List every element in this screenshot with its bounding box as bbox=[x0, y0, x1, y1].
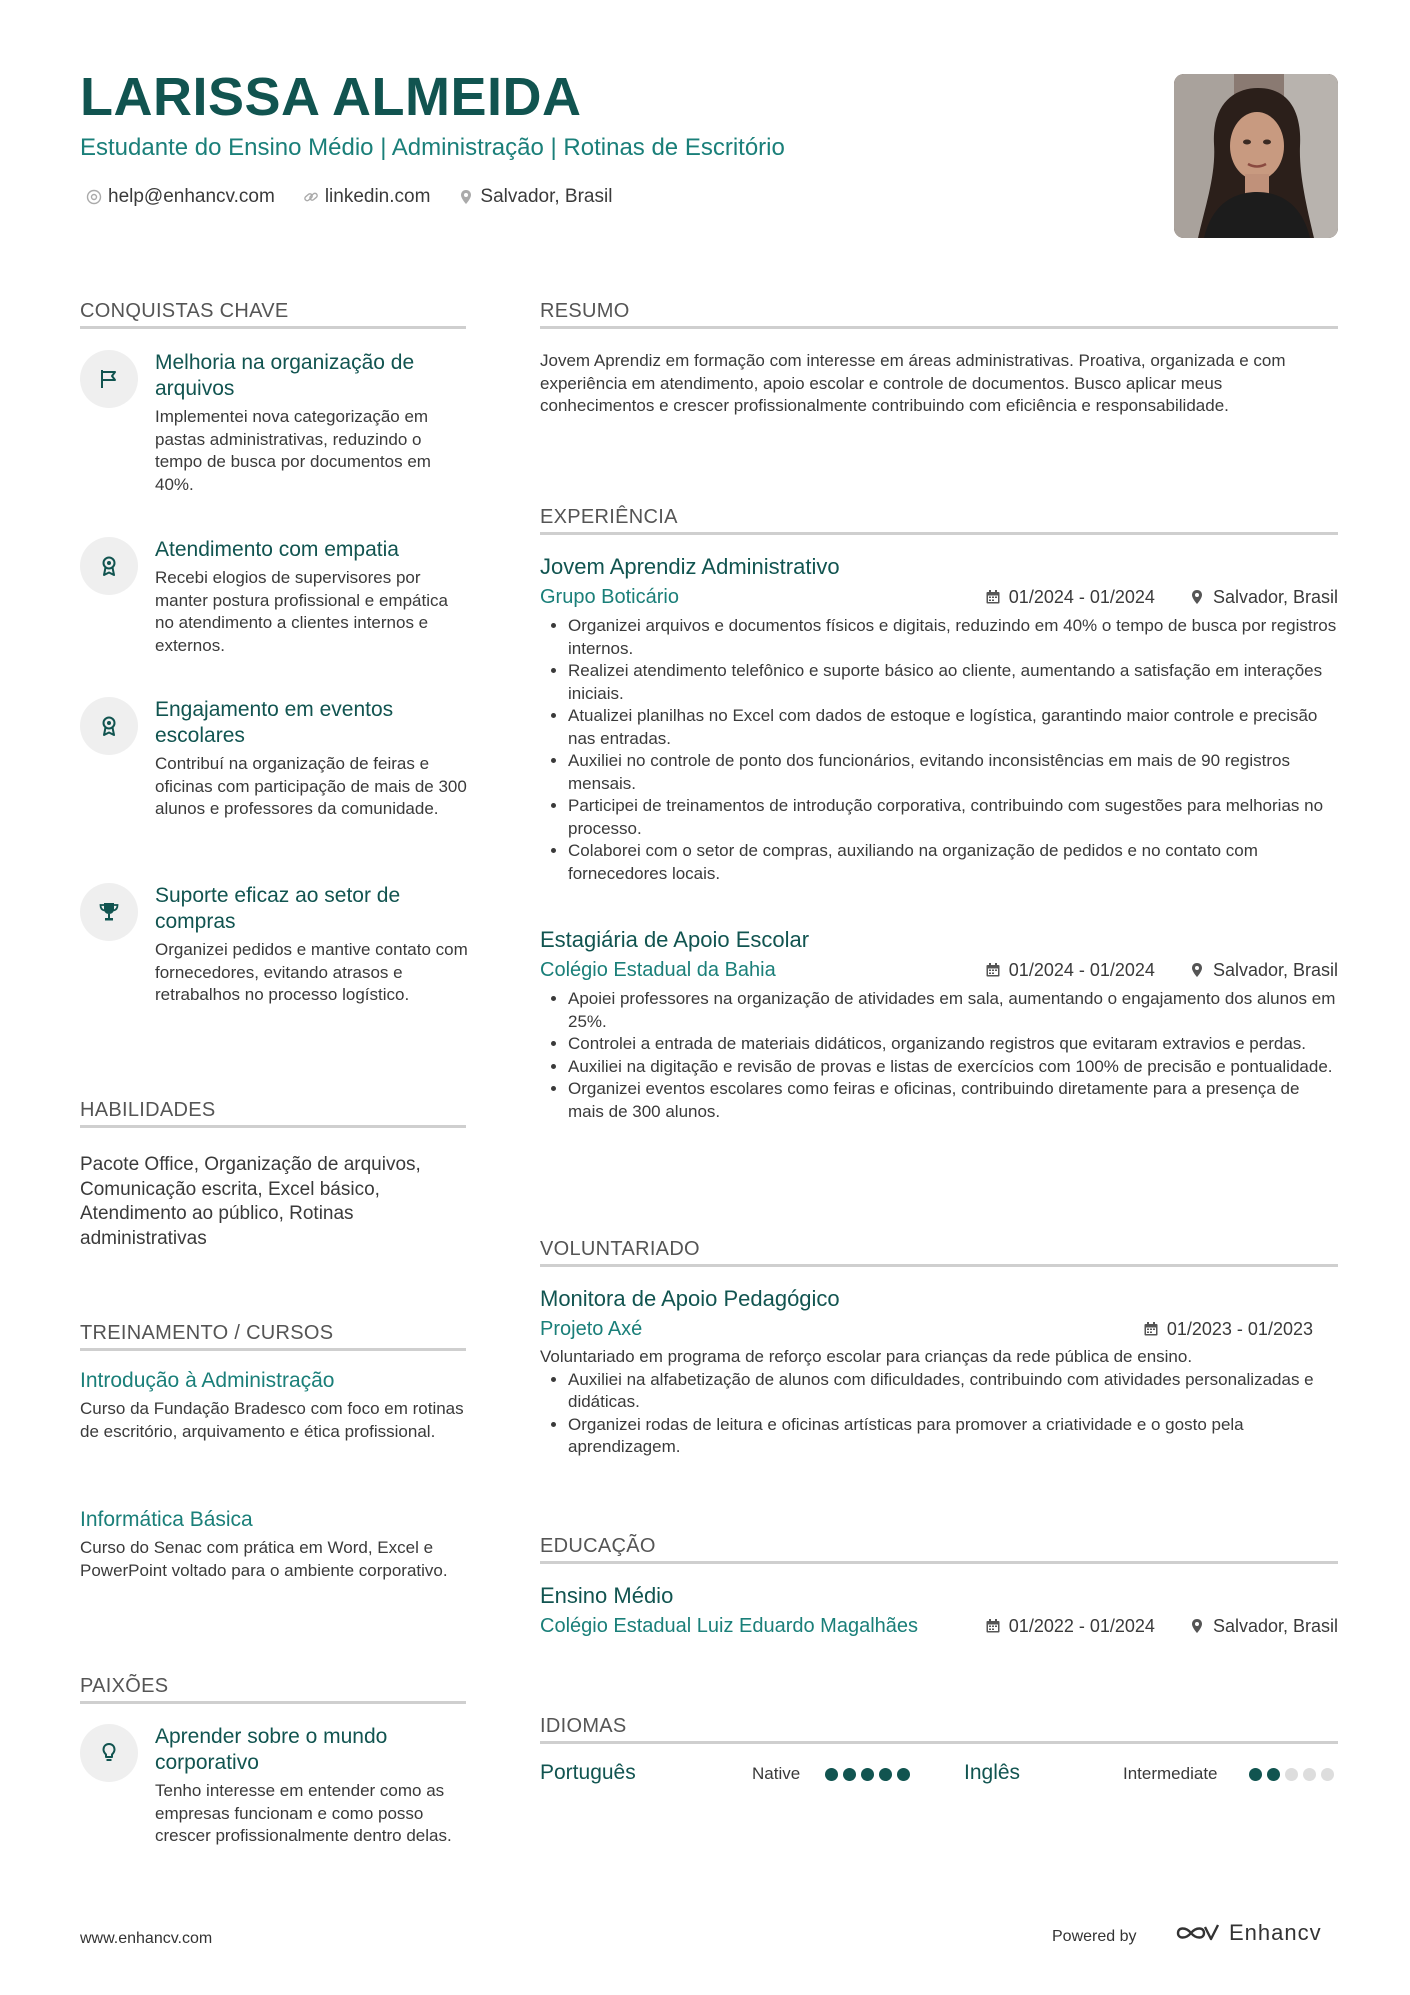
achievement-title: Melhoria na organização de arquivos bbox=[155, 351, 415, 400]
language-name: Português bbox=[540, 1761, 636, 1784]
achievement-title: Engajamento em eventos escolares bbox=[155, 698, 394, 747]
section-title-experience: EXPERIÊNCIA bbox=[540, 506, 678, 528]
job-dates: 01/2024 - 01/2024 bbox=[1008, 587, 1155, 607]
bullet-item: • Atualizei planilhas no Excel com dados de estoque e logística, garantindo maior controle e precisão nas entradas. bbox=[568, 705, 1338, 750]
education-meta bbox=[985, 1614, 1338, 1638]
enhancv-logo-icon bbox=[1175, 1922, 1221, 1944]
location-pin-icon bbox=[1189, 962, 1205, 978]
course-item bbox=[80, 1368, 466, 1443]
skills-list: Pacote Office, Organização de arquivos, Comunicação escrita, Excel básico, Atendimento ao público, Rotinas administrativas bbox=[80, 1154, 421, 1249]
job-title: Estagiária de Apoio Escolar bbox=[540, 927, 810, 952]
candidate-name: LARISSA ALMEIDA bbox=[80, 67, 582, 127]
section-divider bbox=[540, 1264, 1338, 1267]
volunteer-role: Monitora de Apoio Pedagógico bbox=[540, 1286, 840, 1311]
course-title: Informática Básica bbox=[80, 1508, 253, 1531]
award-ribbon-icon bbox=[97, 714, 121, 738]
bullet-item: • Controlei a entrada de materiais didáticos, organizando registros que evitaram extravios e perdas. bbox=[568, 1033, 1338, 1056]
job-entry bbox=[540, 553, 1338, 885]
section-divider bbox=[540, 1741, 1338, 1744]
headline: Estudante do Ensino Médio | Administração | Rotinas de Escritório bbox=[80, 134, 785, 161]
trophy-icon bbox=[97, 900, 121, 924]
bullet-item: • Auxiliei na digitação e revisão de provas e listas de exercícios com 100% de precisão e pontualidade. bbox=[568, 1056, 1338, 1079]
flag-icon bbox=[97, 367, 121, 391]
bullet-item: • Realizei atendimento telefônico e suporte básico ao cliente, aumentando a satisfação em interações iniciais. bbox=[568, 660, 1338, 705]
job-dates: 01/2024 - 01/2024 bbox=[1008, 960, 1155, 980]
contact-bar bbox=[86, 184, 612, 210]
footer-brand-name: Enhancv bbox=[1229, 1920, 1322, 1945]
section-title-education: EDUCAÇÃO bbox=[540, 1535, 656, 1557]
volunteer-bullets bbox=[540, 1369, 1338, 1459]
award-ribbon-icon bbox=[97, 554, 121, 578]
section-divider bbox=[540, 1561, 1338, 1564]
course-item bbox=[80, 1507, 466, 1582]
achievement-description: Recebi elogios de supervisores por manter postura profissional e empática no atendimento a clientes internos e externos. bbox=[155, 568, 448, 655]
section-title-skills: HABILIDADES bbox=[80, 1099, 216, 1121]
course-description: Curso da Fundação Bradesco com foco em rotinas de escritório, arquivamento e ética profissional. bbox=[80, 1399, 464, 1441]
education-entry bbox=[540, 1582, 1338, 1642]
bullet-item: • Organizei rodas de leitura e oficinas artísticas para promover a criatividade e o gosto pela aprendizagem. bbox=[568, 1414, 1338, 1459]
job-entry bbox=[540, 926, 1338, 1123]
achievement-title: Atendimento com empatia bbox=[155, 538, 399, 561]
job-location: Salvador, Brasil bbox=[1212, 587, 1338, 607]
language-name: Inglês bbox=[964, 1761, 1021, 1784]
section-divider bbox=[80, 326, 466, 329]
summary-text: Jovem Aprendiz em formação com interesse em áreas administrativas. Proativa, organizada e com experiência em atendimento, apoio escolar e controle de documentos. Busco aplicar meus conhecimentos e crescer profissionalmente contribuindo com eficiência e responsabilidade. bbox=[540, 351, 1286, 415]
section-divider bbox=[80, 1125, 466, 1128]
bullet-item: • Auxiliei na alfabetização de alunos com dificuldades, contribuindo com atividades personalizadas e didáticas. bbox=[568, 1369, 1338, 1414]
job-meta bbox=[985, 585, 1338, 609]
volunteer-description: Voluntariado em programa de reforço escolar para crianças da rede pública de ensino. bbox=[540, 1347, 1193, 1366]
calendar-icon bbox=[985, 962, 1001, 978]
proficiency-dot bbox=[825, 1768, 838, 1781]
proficiency-dot bbox=[1303, 1768, 1316, 1781]
calendar-icon bbox=[985, 589, 1001, 605]
contact-location bbox=[458, 184, 612, 210]
language-proficiency-dots bbox=[1249, 1768, 1334, 1781]
contact-email[interactable] bbox=[86, 184, 275, 210]
bullet-item: • Organizei eventos escolares como feiras e oficinas, contribuindo diretamente para a presença de mais de 300 alunos. bbox=[568, 1078, 1338, 1123]
link-icon bbox=[303, 189, 319, 205]
calendar-icon bbox=[985, 1618, 1001, 1634]
section-title-languages: IDIOMAS bbox=[540, 1715, 627, 1737]
language-proficiency-dots bbox=[825, 1768, 910, 1781]
achievement-description: Organizei pedidos e mantive contato com fornecedores, evitando atrasos e retrabalhos no processo logístico. bbox=[155, 940, 468, 1004]
bullet-item: • Auxiliei no controle de ponto dos funcionários, evitando inconsistências em mais de 90 registros mensais. bbox=[568, 750, 1338, 795]
section-divider bbox=[80, 1701, 466, 1704]
location-pin-icon bbox=[1189, 1618, 1205, 1634]
job-meta bbox=[985, 958, 1338, 982]
footer-brand-logo[interactable] bbox=[1175, 1920, 1322, 1946]
section-title-passions: PAIXÕES bbox=[80, 1675, 169, 1697]
course-title: Introdução à Administração bbox=[80, 1369, 335, 1392]
section-divider bbox=[80, 1348, 466, 1351]
job-bullets bbox=[540, 615, 1338, 885]
proficiency-dot bbox=[861, 1768, 874, 1781]
proficiency-dot bbox=[1321, 1768, 1334, 1781]
section-divider bbox=[540, 532, 1338, 535]
proficiency-dot bbox=[843, 1768, 856, 1781]
location-pin-icon bbox=[458, 189, 474, 205]
proficiency-dot bbox=[1249, 1768, 1262, 1781]
education-dates: 01/2022 - 01/2024 bbox=[1008, 1616, 1155, 1636]
bullet-item: • Participei de treinamentos de introdução corporativa, contribuindo com sugestões para melhorias no processo. bbox=[568, 795, 1338, 840]
proficiency-dot bbox=[1267, 1768, 1280, 1781]
contact-linkedin-text: linkedin.com bbox=[324, 186, 431, 207]
language-level: Native bbox=[752, 1764, 801, 1783]
education-school: Colégio Estadual Luiz Eduardo Magalhães bbox=[540, 1615, 919, 1637]
section-title-volunteering: VOLUNTARIADO bbox=[540, 1238, 700, 1260]
achievement-description: Implementei nova categorização em pastas administrativas, reduzindo o tempo de busca por documentos em 40%. bbox=[155, 407, 431, 494]
proficiency-dot bbox=[879, 1768, 892, 1781]
volunteer-org: Projeto Axé bbox=[540, 1318, 643, 1340]
job-company: Colégio Estadual da Bahia bbox=[540, 959, 776, 981]
calendar-icon bbox=[1143, 1321, 1159, 1337]
proficiency-dot bbox=[897, 1768, 910, 1781]
bullet-item: • Colaborei com o setor de compras, auxiliando na organização de pedidos e no contato com fornecedores locais. bbox=[568, 840, 1338, 885]
passion-title: Aprender sobre o mundo corporativo bbox=[155, 1725, 388, 1774]
achievement-title: Suporte eficaz ao setor de compras bbox=[155, 884, 401, 933]
course-description: Curso do Senac com prática em Word, Excel e PowerPoint voltado para o ambiente corporativo. bbox=[80, 1538, 448, 1580]
language-level: Intermediate bbox=[1123, 1764, 1218, 1783]
lightbulb-icon bbox=[97, 1741, 121, 1765]
contact-location-text: Salvador, Brasil bbox=[480, 186, 613, 207]
at-icon bbox=[86, 189, 102, 205]
passion-description: Tenho interesse em entender como as empresas funcionam e como posso crescer profissionalmente dentro delas. bbox=[155, 1781, 452, 1845]
footer-powered-by: Powered by bbox=[1052, 1928, 1137, 1945]
location-pin-icon bbox=[1189, 589, 1205, 605]
section-title-summary: RESUMO bbox=[540, 300, 630, 322]
education-location: Salvador, Brasil bbox=[1212, 1616, 1338, 1636]
profile-photo bbox=[1174, 74, 1338, 238]
section-divider bbox=[540, 326, 1338, 329]
volunteer-entry bbox=[540, 1285, 1338, 1459]
job-company: Grupo Boticário bbox=[540, 586, 679, 608]
bullet-item: • Organizei arquivos e documentos físicos e digitais, reduzindo em 40% o tempo de busca por registros internos. bbox=[568, 615, 1338, 660]
proficiency-dot bbox=[1285, 1768, 1298, 1781]
volunteer-dates: 01/2023 - 01/2023 bbox=[1166, 1319, 1313, 1339]
job-bullets bbox=[540, 988, 1338, 1123]
job-title: Jovem Aprendiz Administrativo bbox=[540, 554, 840, 579]
bullet-item: • Apoiei professores na organização de atividades em sala, aumentando o engajamento dos alunos em 25%. bbox=[568, 988, 1338, 1033]
footer-website[interactable]: www.enhancv.com bbox=[80, 1930, 213, 1947]
volunteer-meta bbox=[1143, 1317, 1313, 1341]
education-degree: Ensino Médio bbox=[540, 1583, 674, 1608]
section-title-training: TREINAMENTO / CURSOS bbox=[80, 1322, 334, 1344]
achievement-description: Contribuí na organização de feiras e oficinas com participação de mais de 300 alunos e professores da comunidade. bbox=[155, 754, 467, 818]
job-location: Salvador, Brasil bbox=[1212, 960, 1338, 980]
contact-email-text: help@enhancv.com bbox=[108, 186, 275, 207]
section-title-achievements: CONQUISTAS CHAVE bbox=[80, 300, 289, 322]
contact-linkedin[interactable] bbox=[303, 184, 431, 210]
